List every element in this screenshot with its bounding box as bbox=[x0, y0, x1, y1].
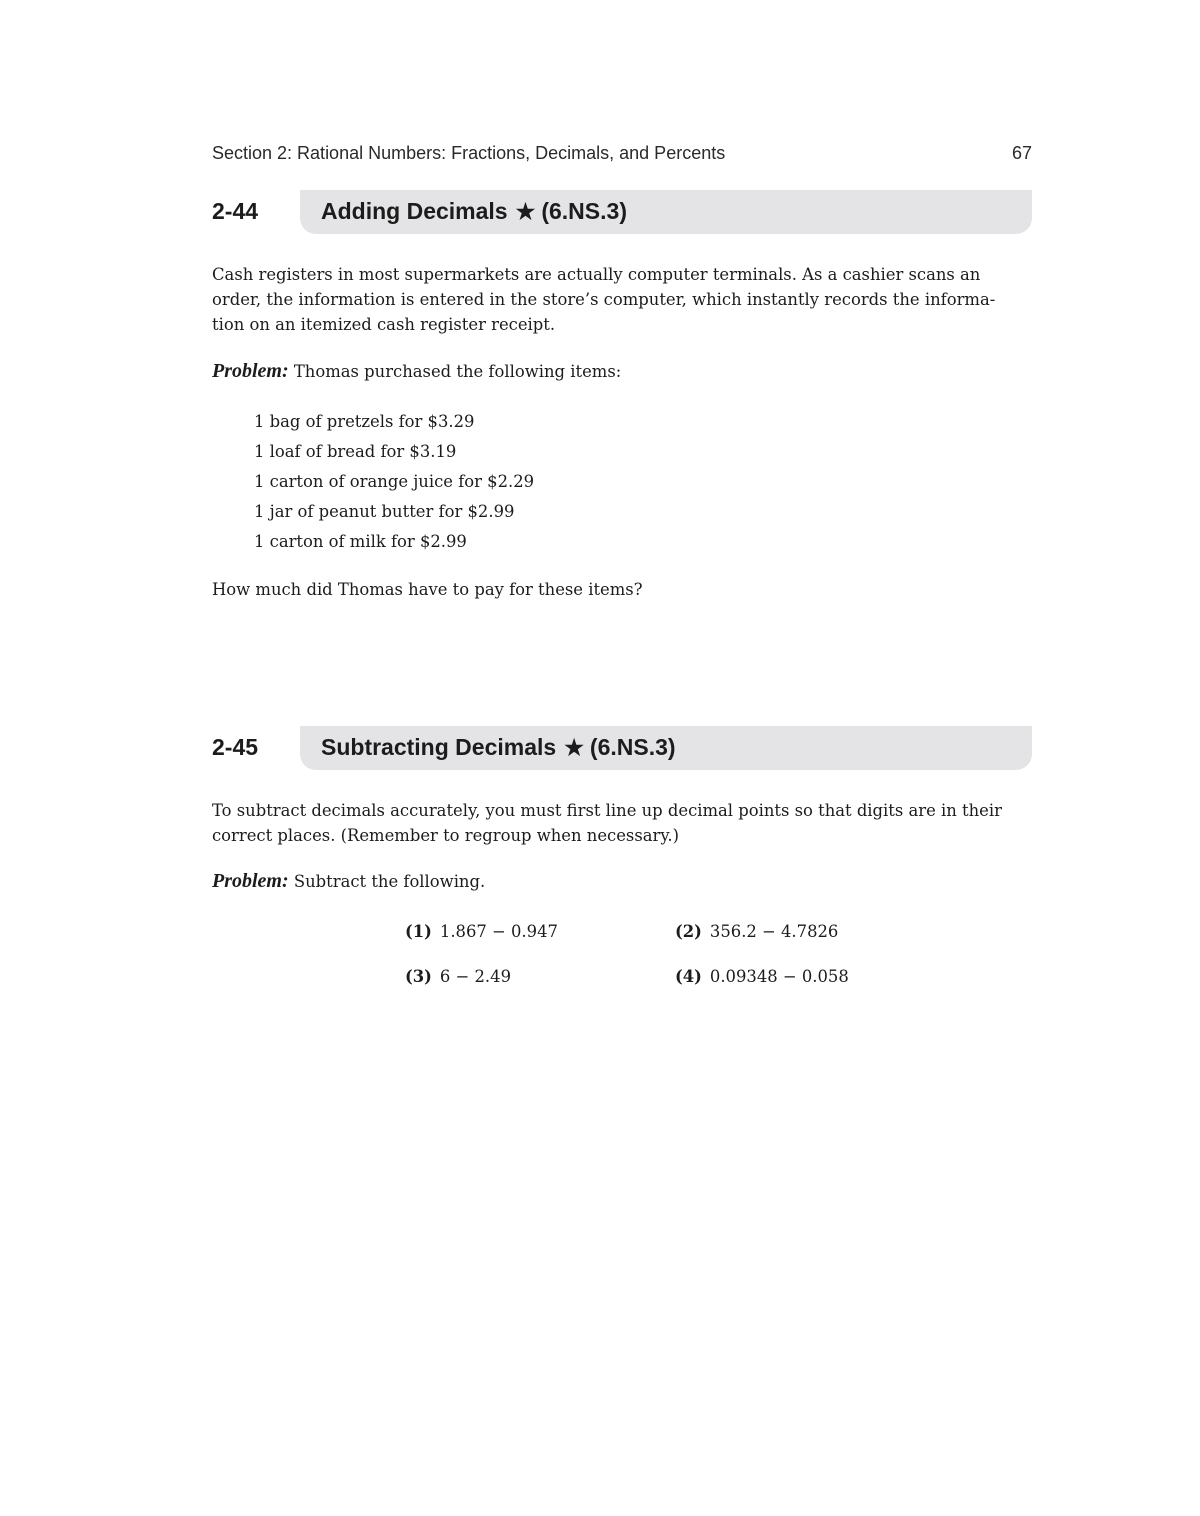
section-number: 2-45 bbox=[212, 734, 259, 760]
exercise-label: (2) bbox=[675, 922, 702, 941]
list-item: 1 carton of orange juice for $2.29 bbox=[254, 472, 535, 491]
problem-statement bbox=[212, 870, 485, 893]
intro-line: To subtract decimals accurately, you must first line up decimal points so that digits are in their bbox=[212, 801, 1002, 820]
section-2-44 bbox=[212, 190, 1032, 599]
exercise-expression: 1.867 − 0.947 bbox=[439, 922, 558, 941]
running-head bbox=[212, 143, 1032, 169]
section-title-text: Adding Decimals bbox=[321, 198, 508, 224]
intro-line: correct places. (Remember to regroup when necessary.) bbox=[212, 826, 680, 845]
standard-code: (6.NS.3) bbox=[541, 198, 627, 224]
section-2-45 bbox=[212, 726, 1032, 986]
problem-label: Problem: bbox=[212, 360, 289, 382]
exercise-expression: 6 − 2.49 bbox=[439, 967, 511, 986]
star-icon: ★ bbox=[515, 199, 536, 224]
exercise-label: (1) bbox=[405, 922, 432, 941]
question-text: How much did Thomas have to pay for these items? bbox=[212, 580, 643, 599]
purchase-list bbox=[254, 407, 534, 557]
standard-code: (6.NS.3) bbox=[589, 734, 676, 760]
list-item: 1 carton of milk for $2.99 bbox=[254, 532, 467, 551]
exercise-1 bbox=[405, 922, 558, 941]
problem-text: Subtract the following. bbox=[293, 872, 486, 891]
intro-line: Cash registers in most supermarkets are actually computer terminals. As a cashier scans an bbox=[212, 265, 981, 284]
exercise-4 bbox=[675, 967, 849, 986]
exercise-label: (4) bbox=[675, 967, 702, 986]
section-number: 2-44 bbox=[212, 198, 259, 224]
section-title-bar bbox=[300, 190, 1032, 234]
page-number: 67 bbox=[1011, 143, 1032, 163]
star-icon: ★ bbox=[564, 735, 584, 760]
problem-text: Thomas purchased the following items: bbox=[293, 362, 622, 381]
intro-paragraph bbox=[212, 798, 1002, 848]
section-title bbox=[321, 734, 676, 761]
section-title-bar bbox=[300, 726, 1032, 770]
intro-line: order, the information is entered in the store’s computer, which instantly records the informa- bbox=[212, 290, 996, 309]
section-title-text: Subtracting Decimals bbox=[321, 734, 557, 760]
section-title bbox=[321, 198, 627, 225]
exercise-expression: 0.09348 − 0.058 bbox=[709, 967, 849, 986]
problem-label: Problem: bbox=[212, 870, 289, 892]
problem-statement bbox=[212, 360, 621, 383]
exercise-label: (3) bbox=[405, 967, 432, 986]
exercise-3 bbox=[405, 967, 511, 986]
list-item: 1 jar of peanut butter for $2.99 bbox=[254, 502, 515, 521]
exercise-2 bbox=[675, 922, 838, 941]
list-item: 1 loaf of bread for $3.19 bbox=[254, 442, 457, 461]
list-item: 1 bag of pretzels for $3.29 bbox=[254, 412, 475, 431]
exercise-expression: 356.2 − 4.7826 bbox=[709, 922, 839, 941]
section-heading bbox=[212, 190, 1032, 234]
intro-paragraph bbox=[212, 262, 995, 337]
running-head-title: Section 2: Rational Numbers: Fractions, Decimals, and Percents bbox=[212, 143, 726, 163]
section-heading bbox=[212, 726, 1032, 770]
intro-line: tion on an itemized cash register receipt. bbox=[212, 315, 556, 334]
